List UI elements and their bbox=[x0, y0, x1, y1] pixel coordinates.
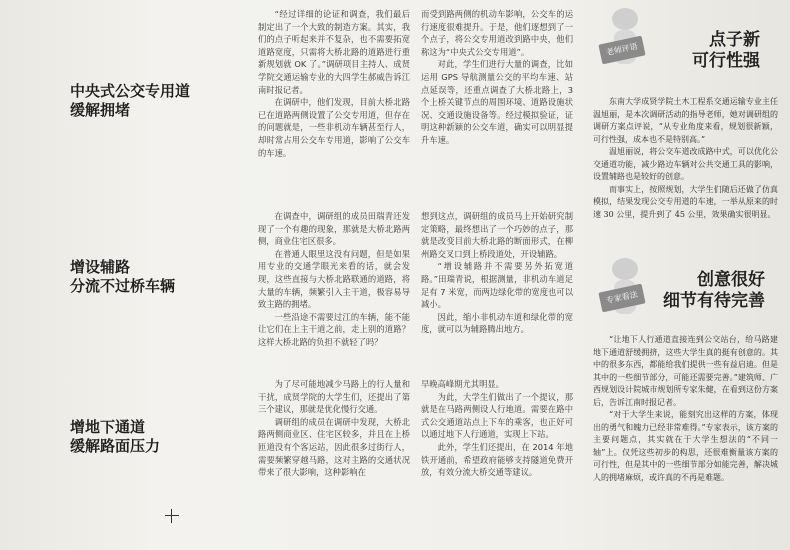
sidebar-1-title: 点子新 可行性强 bbox=[692, 30, 760, 71]
section-3-column-2: 早晚高峰期尤其明显。 为此，大学生们做出了一个提议，那就是在马路两侧设人行地道。需要在路中式公交通道站点上下车的乘客，也正好可以通过地下人行通道，实现上下站。 此外，学生们还提出，在 2014 年地铁开通前，希望政府能够支持隧道免费开放，有效分流大桥交通等建议。 bbox=[421, 379, 573, 478]
section-2-heading: 增设辅路 分流不过桥车辆 bbox=[70, 258, 176, 295]
section-3-heading: 增地下通道 缓解路面压力 bbox=[70, 418, 161, 455]
sidebar-2-title: 创意很好 细节有待完善 bbox=[663, 270, 765, 311]
section-1-column-1: “经过详细的论证和调查，我们最后制定出了一个大致的制造方案。其实，我们的点子听起来并不复杂，也不需要拓宽道路宽度，只需将大桥北路的道路进行重新规划就 OK 了。”调研项目主持人、成贤学院交通运输专业的大四学生郝威告诉江南时报记者。 在调研中，他们发现，目前大桥北路已在道路两侧设置了公交专用道，但存在的问题就是，一些非机动车辆甚至行人，却时常占用公交车专用道，影响了公交车的车速。 bbox=[258, 9, 410, 158]
sidebar-1-text: 东南大学成贤学院土木工程系交通运输专业主任温旭丽，是本次调研活动的指导老师，她对调研组的调研方案点评说，“从专业角度来看，规划很新颖，可行性强，成本也不是特别高。” 温旭丽说，将公交车道改成路中式，可以优化公交通道功能，减少路边车辆对公共交通工具的影响，设置辅路也是较好的创意。 而事实上，按照规划，大学生们随后还做了仿真模拟，结果发现公交专用道的车速，一举从原来的时速 30 公里，提升到了 45 公里，效果确实很明显。 bbox=[593, 97, 778, 219]
section-1-column-2: 而受到路两侧的机动车影响，公交车的运行速度很难提升。于是，他们逐想到了一个点子，将公交专用道改到路中央，他们称这为“中央式公交专用道”。 对此，学生们进行大量的调查，比如运用 GPS 导航测量公交的平均车速、站点延误等，还重点调查了大桥北路上，3 个上桥关键节点的周围环境、道路设施状况、交通设施设备等。经过模拟验证，证明这种新颖的公交车道，确实可以明显提升车速。 bbox=[421, 9, 573, 145]
section-3-column-1: 为了尽可能地减少马路上的行人量和干扰，成贤学院的大学生们，还提出了第三个建议，那就是优化慢行交通。 调研组的成员在调研中发现，大桥北路两侧商业区、住宅区较多，并且在上桥匝道没有个客运站，因此很多过街行人，需要频繁穿越马路，这对主路的交通状况带来了很大影响，这种影响在 bbox=[258, 379, 410, 478]
sidebar-2-text: “让地下人行通道直接连到公交站台，给马路建地下通道舒缓拥挤，这些大学生真的挺有创意的。其中的很多东西，都能给我们提供一些有益启迪。但是其中的一些细节部分，可能还需要完善。”建筑师、广西规划设计院城市规划所专家朱健，在看到这份方案后，告诉江南时报记者。 “对于大学生来说，能刻究出这样的方案，体现出的勇气和魄力已经非常难得。”专家表示，该方案的主要问题点，其实就在于大学生想法的“不同一轴”上。仅凭这些初步的构思，还很难衡量该方案的可行性，但是其中的一些细节部分如能完善，解决城人的拥堵麻烦，或许真的不再是难题。 bbox=[593, 335, 778, 482]
expert-badge: 专家看法 bbox=[598, 284, 645, 313]
section-2-column-1: 在调查中，调研组的成员田瑞青还发现了一个有趣的现象，那就是大桥北路两侧，商业住宅区很多。 在普通人眼里这没有问题，但是如果用专业的交通学眼光来看的话，就会发现，这些直接与大桥北路联通的道路，将大量的车辆，频繁引入主干道，极容易导致主路的拥堵。 一些沿途不需要过江的车辆，能不能让它们在上主干道之前，走上别的道路？这样大桥北路的负担不就轻了吗？ bbox=[258, 211, 410, 347]
section-1-heading: 中央式公交专用道 缓解拥堵 bbox=[70, 82, 191, 119]
teacher-badge: 老师评语 bbox=[598, 36, 645, 65]
section-2-column-2: 想到这点，调研组的成员马上开始研究制定策略，最终想出了一个巧妙的点子，那就是改变目前大桥北路的断面形式，在柳州路交叉口到上桥段道处，开设辅路。 “增设辅路并不需要另外拓宽道路。”田瑞青说，根据测量，非机动车道足足有 7 米宽，而两边绿化带的宽度也可以减小。 因此，缩小非机动车道和绿化带的宽度，就可以为辅路腾出地方。 bbox=[421, 211, 573, 335]
registration-mark-icon bbox=[165, 509, 179, 523]
